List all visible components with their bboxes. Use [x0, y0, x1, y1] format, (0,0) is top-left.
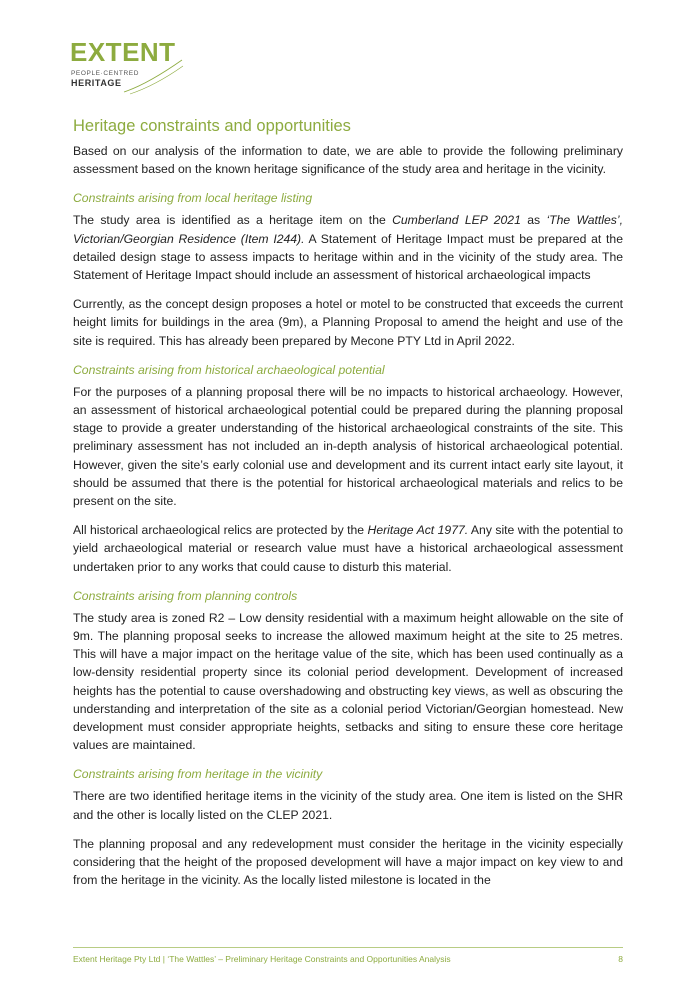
page-number: 8 [618, 954, 623, 964]
logo-subtitle: HERITAGE [71, 78, 122, 88]
paragraph-vicinity-1: There are two identified heritage items in the vicinity of the study area. One item is listed on the SHR and the other is locally listed on the CLEP 2021. [73, 789, 623, 822]
logo-brand: EXTENT [70, 37, 176, 67]
section-heading-local-listing: Constraints arising from local heritage listing [73, 191, 313, 206]
page-title: Heritage constraints and opportunities [73, 117, 351, 135]
page-content [73, 116, 623, 890]
paragraph-local-listing-2: Currently, as the concept design proposes a hotel or motel to be constructed that exceeds the current height limits for buildings in the area (9m), a Planning Proposal to amend the height and use of the site is required. This has already been prepared by Mecone PTY Ltd in April 2022. [73, 297, 623, 348]
intro-paragraph: Based on our analysis of the information to date, we are able to provide the following preliminary assessment based on the known heritage significance of the study area and heritage in the vicinity. [73, 144, 623, 177]
paragraph-archaeological-1: For the purposes of a planning proposal there will be no impacts to historical archaeology. However, an assessment of historical archaeological potential could be prepared during the planning proposal stage to provide a greater understanding of the historical archaeological constraints of the site. This preliminary assessment has not included an in-depth analysis of historical archaeological potential. However, given the site’s early colonial use and development and its current intact early site layout, it should be assumed that there is the potential for historical archaeological materials and relics to be present on the site. [73, 384, 623, 509]
section-heading-vicinity: Constraints arising from heritage in the vicinity [73, 767, 323, 782]
footer-divider [73, 947, 623, 948]
logo-tagline: PEOPLE·CENTRED [71, 70, 139, 77]
company-logo [70, 38, 180, 94]
paragraph-local-listing-1: The study area is identified as a heritage item on the Cumberland LEP 2021 as ‘The Wattles’, Victorian/Georgian Residence (Item I244). A Statement of Heritage Impact must be prepared at the detailed design stage to assess impacts to heritage within and in the vicinity of the study area. The Statement of Heritage Impact should include an assessment of historical archaeological impacts [73, 213, 623, 283]
section-heading-archaeological: Constraints arising from historical archaeological potential [73, 362, 385, 377]
paragraph-archaeological-2: All historical archaeological relics are protected by the Heritage Act 1977. Any site with the potential to yield archaeological material or research value must have a historical archaeological assessment undertaken prior to any works that could cause to disturb this material. [73, 523, 623, 574]
paragraph-vicinity-2: The planning proposal and any redevelopment must consider the heritage in the vicinity especially considering that the height of the proposed development will have a major impact on key view to and from the heritage in the vicinity. As the locally listed milestone is located in the [73, 836, 623, 888]
footer-text: Extent Heritage Pty Ltd | ‘The Wattles’ – Preliminary Heritage Constraints and Opportunities Analysis [73, 954, 451, 964]
section-heading-planning: Constraints arising from planning controls [73, 588, 298, 603]
paragraph-planning-1: The study area is zoned R2 – Low density residential with a maximum height allowable on the site of 9m. The planning proposal seeks to increase the allowed maximum height at the site to 25 metres. This will have a major impact on the heritage value of the site, which has been used continually as a low-density residential property since its colonial period development. Development of increased heights has the potential to cause overshadowing and obstructing key views, as well as obscuring the understanding and interpretation of the site as a colonial period Victorian/Georgian homestead. New development must consider appropriate heights, setbacks and siting to ensure these core heritage values are maintained. [73, 610, 623, 753]
